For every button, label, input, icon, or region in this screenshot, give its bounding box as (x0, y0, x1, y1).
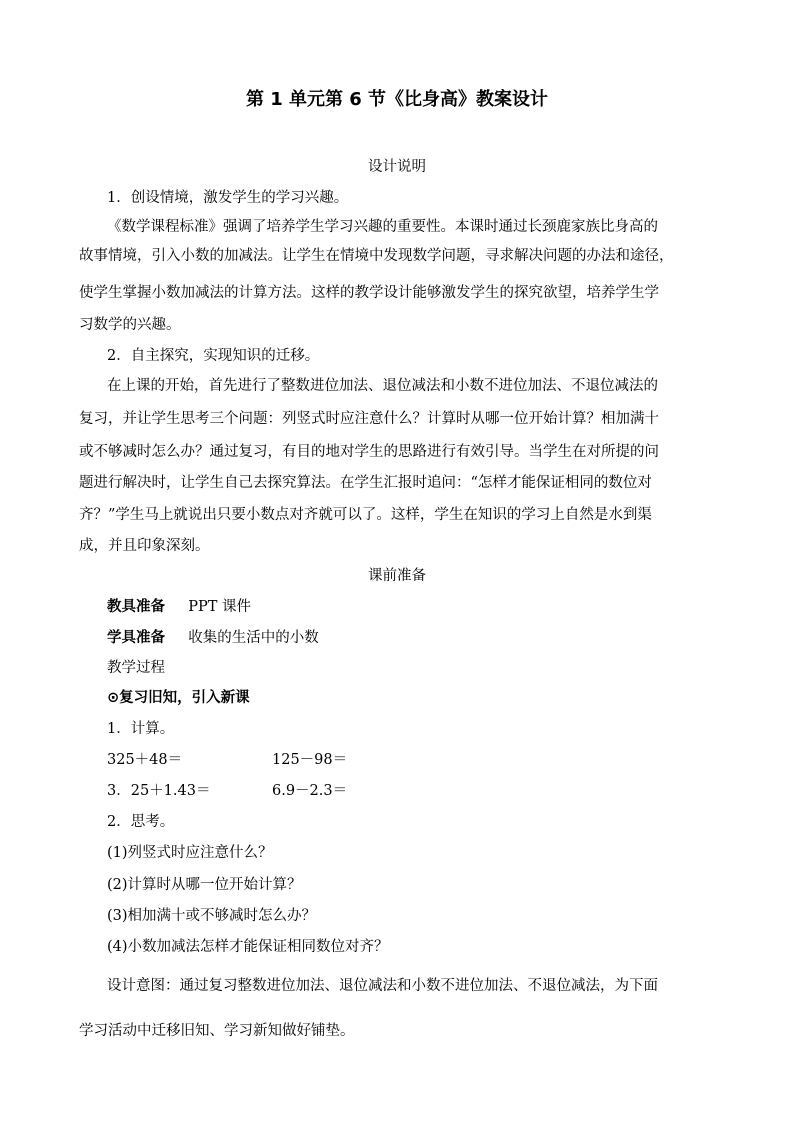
intent-line-2: 学习活动中迁移旧知、学习新知做好铺垫。 (79, 1023, 355, 1039)
question-4: (4)小数加减法怎样才能保证相同数位对齐？ (107, 939, 389, 955)
question-2: (2)计算时从哪一位开始计算？ (107, 877, 302, 893)
process-heading: 教学过程 (107, 660, 165, 676)
para1-line-1: 《数学课程标准》强调了培养学生学习兴趣的重要性。本课时通过长颈鹿家族比身高的 (107, 219, 658, 235)
para2-line-4: 题进行解决时，让学生自己去探究算法。在学生汇报时追问：“怎样才能保证相同的数位对 (79, 475, 652, 491)
para2-line-5: 齐？”学生马上就说出只要小数点对齐就可以了。这样，学生在知识的学习上自然是水到渠 (79, 507, 652, 523)
teacher-prep-row (107, 595, 251, 616)
problem-1b: 125－98＝ (272, 752, 348, 768)
para1-line-3: 使学生掌握小数加减法的计算方法。这样的教学设计能够激发学生的探究欲望，培养学生学 (79, 285, 659, 301)
para1-line-4: 习数学的兴趣。 (79, 317, 181, 333)
student-prep-label: 学具准备 (107, 630, 165, 646)
point-2: 2．自主探究，实现知识的迁移。 (107, 348, 320, 364)
para2-line-3: 或不够减时怎么办？通过复习，有目的地对学生的思路进行有效引导。当学生在对所提的问 (79, 444, 659, 460)
question-1: (1)列竖式时应注意什么？ (107, 845, 273, 861)
para2-line-2: 复习，并让学生思考三个问题：列竖式时应注意什么？计算时从哪一位开始计算？相加满十 (79, 411, 659, 427)
problem-1a: 325＋48＝ (107, 752, 183, 768)
para1-line-2: 故事情境，引入小数的加减法。让学生在情境中发现数学问题，寻求解决问题的办法和途径， (79, 248, 674, 264)
student-prep-row (107, 626, 319, 647)
step-title: ⊙复习旧知，引入新课 (107, 690, 250, 706)
calc-label: 1．计算。 (107, 721, 175, 737)
para2-line-1: 在上课的开始，首先进行了整数进位加法、退位减法和小数不进位加法、不退位减法的 (107, 378, 658, 394)
teacher-prep-label: 教具准备 (107, 599, 165, 615)
teacher-prep-value: PPT 课件 (188, 599, 252, 615)
intent-line-1: 设计意图：通过复习整数进位加法、退位减法和小数不进位加法、不退位减法，为下面 (107, 978, 658, 994)
problem-2a: 3．25＋1.43＝ (107, 783, 211, 799)
design-notes-heading: 设计说明 (368, 159, 426, 175)
think-label: 2．思考。 (107, 814, 175, 830)
problem-2b: 6.9－2.3＝ (272, 783, 348, 799)
para2-line-6: 成，并且印象深刻。 (79, 538, 210, 554)
document-title: 第 1 单元第 6 节《比身高》教案设计 (245, 89, 549, 110)
question-3: (3)相加满十或不够减时怎么办？ (107, 908, 317, 924)
preparation-heading: 课前准备 (368, 568, 426, 584)
point-1: 1．创设情境，激发学生的学习兴趣。 (107, 190, 349, 206)
student-prep-value: 收集的生活中的小数 (188, 630, 319, 646)
